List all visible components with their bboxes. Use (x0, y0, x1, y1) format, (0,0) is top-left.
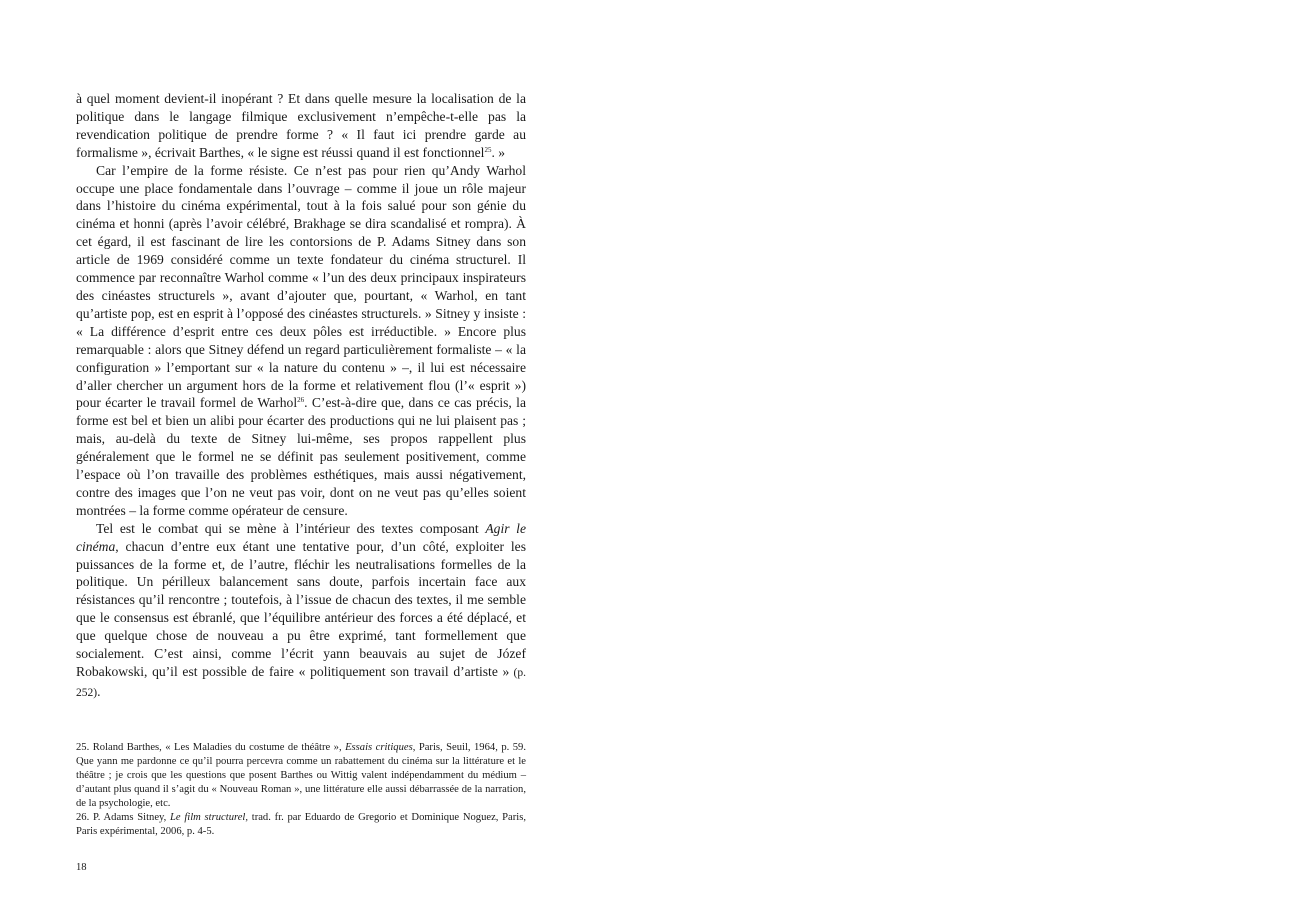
footnote-25-title: Essais critiques (345, 742, 413, 753)
footnote-ref-26[interactable]: 26 (297, 396, 305, 405)
paragraph-1-text: à quel moment devient-il inopérant ? Et dans quelle mesure la localisation de la politique dans le langage filmique exclusivement n’empêche-t-elle pas la revendication politique de prendre forme ? « Il faut ici prendre garde au formalisme », écrivait Barthes, « le signe est réussi quand il est fonctionnel (76, 91, 526, 160)
paragraph-3-text: Tel est le combat qui se mène à l’intérieur des textes composant (96, 520, 486, 536)
paragraph-2-text: Car l’empire de la forme résiste. Ce n’est pas pour rien qu’Andy Warhol occupe une place fondamentale dans l’ouvrage – comme il joue un rôle majeur dans l’histoire du cinéma expérimental, tout à la fois salué pour son génie du cinéma et honni (après l’avoir célébré, Brakhage se dira scandalisé et rompra). À cet égard, il est fascinant de lire les contorsions de P. Adams Sitney dans son article de 1969 considéré comme un texte fondateur du cinéma structurel. Il commence par reconnaître Warhol comme « l’un des deux principaux inspirateurs des cinéastes structurels », avant d’ajouter que, pourtant, « Warhol, en tant qu’artiste pop, est en esprit à l’opposé des cinéastes structurels. » Sitney y insiste : « La différence d’esprit entre ces deux pôles est irréductible. » Encore plus remarquable : alors que Sitney défend un regard particulièrement formaliste – « la configuration » l’emportant sur « la nature du contenu » –, il lui est nécessaire d’aller chercher un argument hors de la forme et relativement flou (l’« esprit ») pour écarter le travail formel de Warhol (76, 162, 526, 411)
footnote-26-text-end: trad. fr. par Eduardo de Gregorio et Dominique Noguez, Paris, Paris expérimental, 2006, p. 4-5. (76, 812, 526, 837)
page-reference: (p. 252) (76, 667, 526, 699)
footnote-ref-25[interactable]: 25 (484, 145, 492, 154)
footnote-26 (76, 811, 526, 839)
paragraph-3 (76, 520, 526, 703)
paragraph-1-text-end: . » (491, 144, 506, 160)
paragraph-1 (76, 90, 526, 162)
footnote-25-text-end: , Paris, Seuil, 1964, p. 59. Que yann me pardonne ce qu’il pourra percevra comme un rabattement du cinéma sur la littérature et le théâtre ; je crois que les questions que posent Barthes ou Wittig valent indépendamment du médium – d’autant plus quand il s’agit du « Nouveau Roman », une littérature elle aussi débarrassée de la narration, de la psychologie, etc. (76, 742, 526, 809)
paragraph-3-text-end: . (97, 683, 101, 699)
footnote-26-title: Le film structurel, (170, 812, 249, 823)
paragraph-2 (76, 162, 526, 520)
main-text (76, 90, 526, 703)
footnote-25 (76, 741, 526, 811)
page-number: 18 (76, 862, 87, 873)
book-title-italic: Agir le cinéma (76, 520, 526, 554)
paragraph-2-text-end: . C’est-à-dire que, dans ce cas précis, la forme est bel et bien un alibi pour écarter des productions qui ne lui plaisent pas ; mais, au-delà du texte de Sitney lui-même, ses propos rappellent plus généralement que le formel ne se définit pas seulement positivement, comme l’espace où l’on travaille des problèmes esthétiques, mais aussi négativement, contre des images que l’on ne veut pas voir, dont on ne veut pas qu’elles soient montrées – la forme comme opérateur de censure. (76, 395, 526, 518)
paragraph-3-text-mid: , chacun d’entre eux étant une tentative pour, d’un côté, exploiter les puissances de la forme et, de l’autre, fléchir les neutralisations formelles de la politique. Un périlleux balancement sans doute, parfois incertain face aux résistances qu’il rencontre ; toutefois, à l’issue de chacun des textes, il me semble que le consensus est ébranlé, que l’équilibre antérieur des forces a été déplacé, et que quelque chose de nouveau a pu être exprimé, tant formellement que socialement. C’est ainsi, comme l’écrit yann beauvais au sujet de Józef Robakowski, qu’il est possible de faire « politiquement son travail d’artiste » (76, 538, 526, 679)
footnote-26-text: 26. P. Adams Sitney, (76, 812, 171, 823)
footnotes (76, 741, 526, 839)
footnote-25-text: 25. Roland Barthes, « Les Maladies du costume de théâtre », (76, 742, 346, 753)
